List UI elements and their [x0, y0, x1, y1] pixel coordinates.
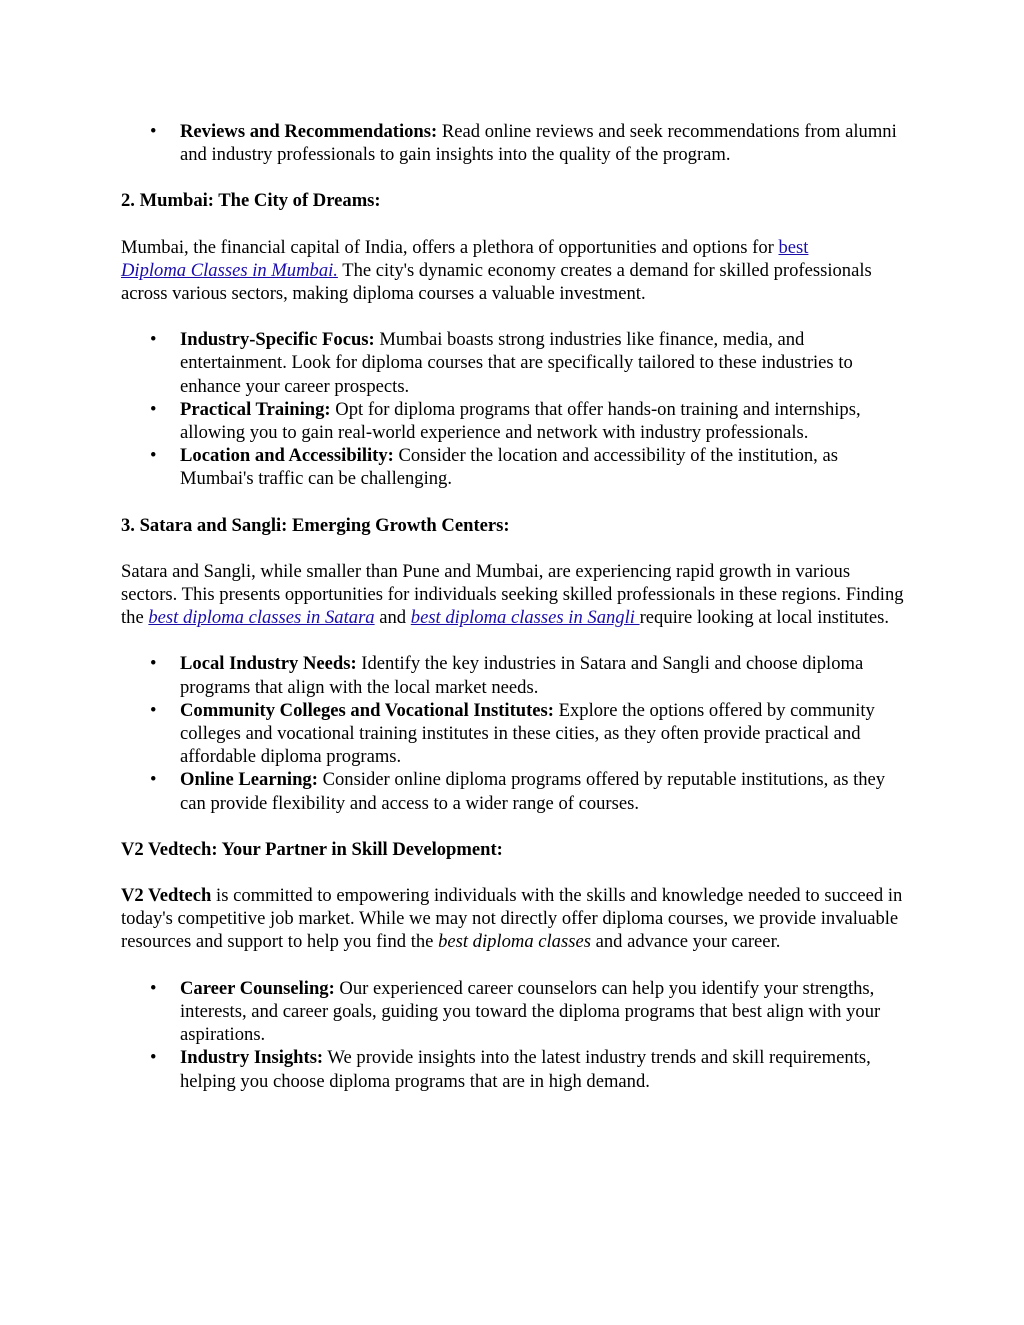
paragraph-vedtech-intro: [121, 884, 911, 954]
bullet-title: Career Counseling:: [180, 977, 335, 999]
bullet-list-satara: [121, 652, 911, 814]
list-item: [121, 120, 911, 166]
bullet-dot: •: [150, 769, 157, 791]
bullet-text: Explore the options offered by community colleges and vocational training institutes in these cities, as they often provide practical and affordable diploma programs.: [180, 699, 875, 768]
bullet-text: Our experienced career counselors can help you identify your strengths, interests, and career goals, guiding you toward the diploma programs that best align with your aspirations.: [180, 977, 881, 1046]
paragraph-text: Satara and Sangli, while smaller than Pune and Mumbai, are experiencing rapid growth in various sectors. This presents opportunities for individuals seeking skilled professionals in these regions. Finding the: [121, 560, 904, 629]
list-item: [121, 1046, 911, 1092]
paragraph-text: Mumbai, the financial capital of India, offers a plethora of opportunities and options for: [121, 236, 779, 258]
section-heading-v2-vedtech: V2 Vedtech: Your Partner in Skill Development:: [121, 838, 503, 860]
emphasis-text: best diploma classes: [438, 931, 591, 953]
paragraph-mumbai-intro: [121, 236, 911, 306]
bullet-text: We provide insights into the latest industry trends and skill requirements, helping you choose diploma programs that are in high demand.: [180, 1047, 871, 1092]
list-item: [121, 977, 911, 1047]
bullet-list-mumbai: [121, 328, 911, 490]
document-page: [121, 120, 911, 1116]
paragraph-text: is committed to empowering individuals with the skills and knowledge needed to succeed in today's competitive job market. While we may not directly offer diploma courses, we provide invaluable resources and support to help you find the: [121, 885, 903, 953]
bullet-dot: •: [150, 653, 157, 675]
list-item: [121, 398, 911, 444]
link-diploma-classes-mumbai[interactable]: Diploma Classes in Mumbai.: [121, 259, 338, 281]
section-heading-satara-sangli: 3. Satara and Sangli: Emerging Growth Centers:: [121, 514, 510, 536]
bullet-dot: •: [150, 398, 157, 420]
list-item: [121, 444, 911, 490]
bullet-title: Industry-Specific Focus:: [180, 329, 375, 351]
bullet-title: Community Colleges and Vocational Institutes:: [180, 699, 554, 721]
bullet-title: Industry Insights:: [180, 1047, 324, 1069]
bullet-dot: •: [150, 699, 157, 721]
bullet-text: Consider online diploma programs offered by reputable institutions, as they can provide flexibility and access to a wider range of courses.: [180, 769, 886, 814]
bullet-text: Opt for diploma programs that offer hands-on training and internships, allowing you to gain real-world experience and network with industry professionals.: [180, 398, 861, 444]
paragraph-text: and advance your career.: [590, 931, 781, 953]
bullet-title: Online Learning:: [180, 769, 318, 791]
bullet-title: Practical Training:: [180, 398, 331, 420]
paragraph-text: and: [374, 607, 411, 629]
link-best-word[interactable]: best: [778, 236, 809, 258]
list-item: [121, 768, 911, 814]
list-item: [121, 699, 911, 769]
bullet-text: Consider the location and accessibility of the institution, as Mumbai's traffic can be challenging.: [180, 445, 838, 490]
bullet-text: Mumbai boasts strong industries like finance, media, and entertainment. Look for diploma courses that are specifically tailored to these industries to enhance your career prospects.: [180, 329, 853, 397]
bullet-dot: •: [150, 977, 157, 999]
paragraph-text: require looking at local institutes.: [639, 607, 889, 629]
list-item: [121, 328, 911, 398]
bullet-list-vedtech: [121, 977, 911, 1093]
list-item: [121, 652, 911, 698]
link-diploma-classes-satara[interactable]: best diploma classes in Satara: [148, 607, 375, 629]
bullet-text: Identify the key industries in Satara and Sangli and choose diploma programs that align with the local market needs.: [180, 653, 864, 698]
bullet-title: Local Industry Needs:: [180, 653, 357, 675]
brand-name: V2 Vedtech: [121, 885, 212, 907]
paragraph-text: The city's dynamic economy creates a demand for skilled professionals across various sectors, making diploma courses a valuable investment.: [121, 259, 872, 305]
bullet-title: Location and Accessibility:: [180, 445, 394, 467]
section-heading-mumbai: 2. Mumbai: The City of Dreams:: [121, 190, 381, 212]
bullet-title: Reviews and Recommendations:: [180, 121, 438, 142]
bullet-dot: •: [150, 329, 157, 351]
link-diploma-classes-sangli[interactable]: best diploma classes in Sangli: [410, 607, 640, 629]
bullet-dot: •: [150, 445, 157, 467]
bullet-text: Read online reviews and seek recommendations from alumni and industry professionals to gain insights into the quality of the program.: [180, 121, 897, 166]
bullet-dot: •: [150, 121, 157, 142]
paragraph-satara-intro: [121, 560, 911, 630]
bullet-list-reviews: [121, 120, 911, 166]
bullet-dot: •: [150, 1047, 157, 1069]
